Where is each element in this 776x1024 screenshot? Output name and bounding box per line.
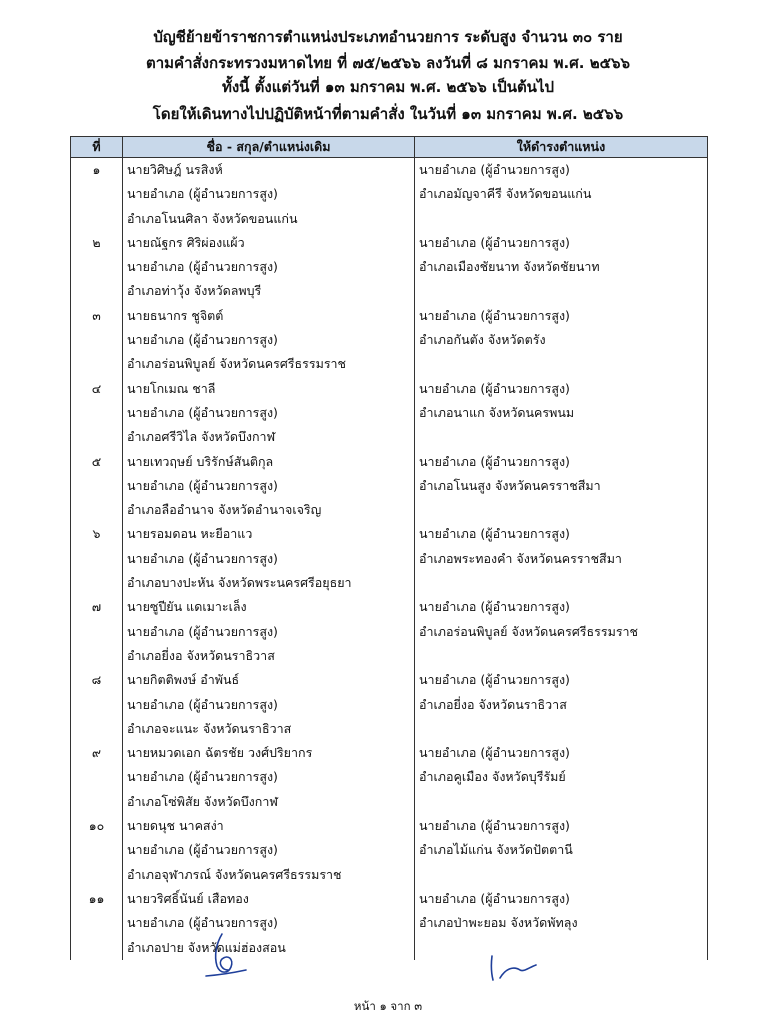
signature-right — [484, 950, 548, 986]
row-number: ๘ — [91, 672, 102, 688]
person-name: นายวริศธิ์นันย์ เสือทอง — [127, 890, 249, 906]
row-number-cell — [71, 377, 123, 450]
new-position-cell — [415, 814, 708, 887]
signature-left — [192, 930, 256, 986]
old-position-title: นายอำเภอ (ผู้อำนวยการสูง) — [127, 259, 278, 275]
person-name: นายธนากร ชูจิตต์ — [127, 307, 224, 323]
old-position-cell — [123, 668, 415, 741]
old-position-location: อำเภอปาย จังหวัดแม่ฮ่องสอน — [127, 939, 286, 955]
blank-line — [71, 547, 122, 571]
old-position-cell — [123, 304, 415, 377]
blank-line — [71, 717, 122, 741]
old-position-location: อำเภอบางปะหัน จังหวัดพระนครศรีอยุธยา — [127, 575, 352, 591]
blank-line — [71, 498, 122, 522]
old-position-cell — [123, 377, 415, 450]
page-number: หน้า ๑ จาก ๓ — [353, 999, 423, 1013]
old-position-title: นายอำเภอ (ผู้อำนวยการสูง) — [127, 915, 278, 931]
table-row — [71, 887, 708, 960]
row-number-cell — [71, 450, 123, 523]
new-position-title: นายอำเภอ (ผู้อำนวยการสูง) — [419, 526, 570, 542]
old-position-location: อำเภอโนนศิลา จังหวัดขอนแก่น — [127, 210, 298, 226]
column-header-number: ที่ — [71, 137, 123, 158]
table-row — [71, 304, 708, 377]
person-name: นายโกเมณ ชาลี — [127, 380, 216, 396]
row-number: ๑๐ — [88, 818, 105, 834]
person-name: นายเทวฤษย์ บริรักษ์สันติกุล — [127, 453, 274, 469]
row-number: ๒ — [92, 234, 101, 250]
old-position-location: อำเภอจุฬาภรณ์ จังหวัดนครศรีธรรมราช — [127, 866, 342, 882]
old-position-title: นายอำเภอ (ผู้อำนวยการสูง) — [127, 186, 278, 202]
table-row — [71, 741, 708, 814]
new-position-location: อำเภอป่าพะยอม จังหวัดพัทลุง — [419, 915, 578, 931]
new-position-title: นายอำเภอ (ผู้อำนวยการสูง) — [419, 307, 570, 323]
blank-line — [71, 620, 122, 644]
column-header-old-position: ชื่อ - สกุล/ตำแหน่งเดิม — [123, 137, 415, 158]
table-header — [71, 137, 708, 158]
new-position-title: นายอำเภอ (ผู้อำนวยการสูง) — [419, 599, 570, 615]
row-number: ๗ — [91, 599, 102, 615]
table-row — [71, 377, 708, 450]
old-position-cell — [123, 595, 415, 668]
new-position-location: อำเภอไม้แก่น จังหวัดปัตตานี — [419, 842, 573, 858]
row-number-cell — [71, 887, 123, 960]
old-position-location: อำเภอจะแนะ จังหวัดนราธิวาส — [127, 720, 292, 736]
blank-line — [415, 790, 707, 814]
row-number-cell — [71, 741, 123, 814]
row-number-cell — [71, 231, 123, 304]
blank-line — [71, 182, 122, 206]
blank-line — [71, 328, 122, 352]
person-name: นายกิตติพงษ์ อำพันธ์ — [127, 672, 240, 688]
row-number-cell — [71, 304, 123, 377]
new-position-location: อำเภอเมืองชัยนาท จังหวัดชัยนาท — [419, 259, 600, 275]
old-position-location: อำเภอโซ่พิสัย จังหวัดบึงกาฬ — [127, 793, 278, 809]
new-position-cell — [415, 450, 708, 523]
person-name: นายรอมดอน หะยีอาแว — [127, 526, 253, 542]
blank-line — [71, 911, 122, 935]
new-position-title: นายอำเภอ (ผู้อำนวยการสูง) — [419, 380, 570, 396]
row-number-cell — [71, 668, 123, 741]
old-position-location: อำเภอร่อนพิบูลย์ จังหวัดนครศรีธรรมราช — [127, 356, 347, 372]
row-number-cell — [71, 595, 123, 668]
blank-line — [415, 936, 707, 960]
row-number: ๑ — [92, 162, 101, 177]
new-position-cell — [415, 887, 708, 960]
table-row — [71, 814, 708, 887]
blank-line — [71, 765, 122, 789]
person-name: นายณัฐกร ศิริผ่องแผ้ว — [127, 234, 245, 250]
new-position-title: นายอำเภอ (ผู้อำนวยการสูง) — [419, 745, 570, 761]
old-position-title: นายอำเภอ (ผู้อำนวยการสูง) — [127, 404, 278, 420]
blank-line — [71, 936, 122, 960]
new-position-location: อำเภอมัญจาคีรี จังหวัดขอนแก่น — [419, 186, 592, 202]
person-name: นายซูปียัน แดเมาะเล็ง — [127, 599, 247, 615]
transfer-table — [70, 136, 708, 960]
blank-line — [415, 207, 707, 231]
new-position-cell — [415, 595, 708, 668]
old-position-cell — [123, 741, 415, 814]
old-position-location: อำเภอลืออำนาจ จังหวัดอำนาจเจริญ — [127, 502, 322, 518]
new-position-title: นายอำเภอ (ผู้อำนวยการสูง) — [419, 818, 570, 834]
title-line-2: ตามคำสั่งกระทรวงมหาดไทย ที่ ๗๕/๒๕๖๖ ลงวันที่ ๘ มกราคม พ.ศ. ๒๕๖๖ — [146, 54, 630, 72]
new-position-location: อำเภอกันตัง จังหวัดตรัง — [419, 332, 546, 348]
new-position-location: อำเภอคูเมือง จังหวัดบุรีรัมย์ — [419, 769, 566, 785]
new-position-title: นายอำเภอ (ผู้อำนวยการสูง) — [419, 162, 570, 177]
table-row — [71, 595, 708, 668]
blank-line — [415, 425, 707, 449]
new-position-title: นายอำเภอ (ผู้อำนวยการสูง) — [419, 453, 570, 469]
row-number-cell — [71, 814, 123, 887]
blank-line — [71, 863, 122, 887]
title-line-3: ทั้งนี้ ตั้งแต่วันที่ ๑๓ มกราคม พ.ศ. ๒๕๖๖ เป็นต้นไป — [221, 78, 555, 96]
old-position-location: อำเภอยี่งอ จังหวัดนราธิวาส — [127, 647, 275, 663]
blank-line — [71, 279, 122, 303]
blank-line — [71, 425, 122, 449]
person-name: นายดนุช นาคสง่า — [127, 818, 224, 834]
title-line-1: บัญชีย้ายข้าราชการตำแหน่งประเภทอำนวยการ ระดับสูง จำนวน ๓๐ ราย — [153, 28, 623, 46]
old-position-title: นายอำเภอ (ผู้อำนวยการสูง) — [127, 769, 278, 785]
person-name: นายวิศิษฎ์ นรสิงห์ — [127, 162, 223, 177]
blank-line — [71, 401, 122, 425]
old-position-location: อำเภอศรีวิไล จังหวัดบึงกาฬ — [127, 429, 276, 445]
blank-line — [71, 838, 122, 862]
person-name: นายหมวดเอก ฉัตรชัย วงศ์ปริยากร — [127, 745, 313, 761]
new-position-cell — [415, 668, 708, 741]
blank-line — [415, 644, 707, 668]
old-position-location: อำเภอท่าวุ้ง จังหวัดลพบุรี — [127, 283, 262, 299]
new-position-cell — [415, 158, 708, 231]
blank-line — [71, 644, 122, 668]
old-position-cell — [123, 450, 415, 523]
new-position-cell — [415, 304, 708, 377]
table-row — [71, 668, 708, 741]
blank-line — [71, 790, 122, 814]
old-position-title: นายอำเภอ (ผู้อำนวยการสูง) — [127, 477, 278, 493]
old-position-title: นายอำเภอ (ผู้อำนวยการสูง) — [127, 842, 278, 858]
new-position-cell — [415, 741, 708, 814]
old-position-title: นายอำเภอ (ผู้อำนวยการสูง) — [127, 332, 278, 348]
new-position-title: นายอำเภอ (ผู้อำนวยการสูง) — [419, 672, 570, 688]
column-header-new-position: ให้ดำรงตำแหน่ง — [415, 137, 708, 158]
old-position-cell — [123, 887, 415, 960]
new-position-cell — [415, 522, 708, 595]
table-row — [71, 522, 708, 595]
blank-line — [415, 863, 707, 887]
blank-line — [71, 474, 122, 498]
row-number-cell — [71, 522, 123, 595]
row-number-cell — [71, 158, 123, 231]
table-row — [71, 158, 708, 231]
new-position-title: นายอำเภอ (ผู้อำนวยการสูง) — [419, 890, 570, 906]
old-position-cell — [123, 231, 415, 304]
new-position-location: อำเภอนาแก จังหวัดนครพนม — [419, 404, 575, 420]
title-line-4: โดยให้เดินทางไปปฏิบัติหน้าที่ตามคำสั่ง ในวันที่ ๑๓ มกราคม พ.ศ. ๒๕๖๖ — [152, 105, 624, 123]
old-position-cell — [123, 522, 415, 595]
new-position-location: อำเภอยี่งอ จังหวัดนราธิวาส — [419, 696, 567, 712]
table-row — [71, 231, 708, 304]
table-row — [71, 450, 708, 523]
row-number: ๕ — [91, 453, 102, 469]
new-position-cell — [415, 377, 708, 450]
new-position-location: อำเภอโนนสูง จังหวัดนครราชสีมา — [419, 477, 601, 493]
blank-line — [415, 717, 707, 741]
row-number: ๑๑ — [88, 890, 105, 906]
table-body — [71, 158, 708, 960]
row-number: ๓ — [92, 307, 101, 323]
row-number: ๔ — [91, 380, 102, 396]
old-position-title: นายอำเภอ (ผู้อำนวยการสูง) — [127, 550, 278, 566]
old-position-cell — [123, 158, 415, 231]
old-position-title: นายอำเภอ (ผู้อำนวยการสูง) — [127, 696, 278, 712]
blank-line — [71, 255, 122, 279]
blank-line — [415, 352, 707, 376]
blank-line — [71, 352, 122, 376]
row-number: ๖ — [92, 526, 101, 542]
old-position-cell — [123, 814, 415, 887]
new-position-location: อำเภอพระทองคำ จังหวัดนครราชสีมา — [419, 550, 622, 566]
blank-line — [71, 207, 122, 231]
new-position-location: อำเภอร่อนพิบูลย์ จังหวัดนครศรีธรรมราช — [419, 623, 639, 639]
new-position-cell — [415, 231, 708, 304]
old-position-title: นายอำเภอ (ผู้อำนวยการสูง) — [127, 623, 278, 639]
blank-line — [71, 693, 122, 717]
blank-line — [415, 498, 707, 522]
new-position-title: นายอำเภอ (ผู้อำนวยการสูง) — [419, 234, 570, 250]
blank-line — [415, 571, 707, 595]
blank-line — [415, 279, 707, 303]
row-number: ๙ — [91, 745, 102, 761]
blank-line — [71, 571, 122, 595]
